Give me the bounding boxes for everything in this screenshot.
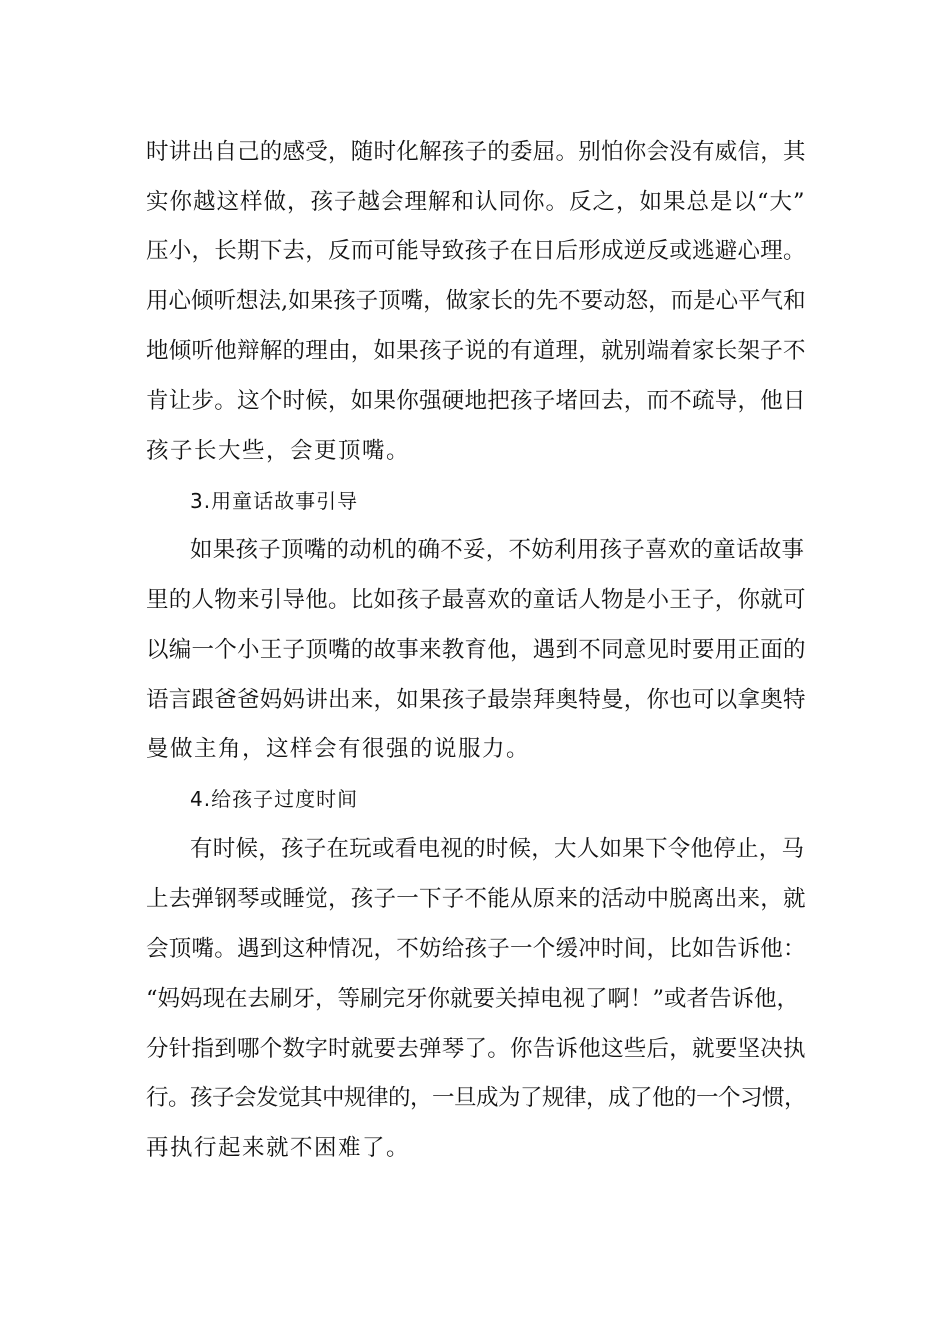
paragraph-line: 压小，长期下去，反而可能导致孩子在日后形成逆反或逃避心理。: [146, 238, 806, 264]
paragraph-line: 孩子长大些，会更顶嘴。: [146, 438, 411, 464]
paragraph-line: 再执行起来就不困难了。: [146, 1135, 411, 1161]
paragraph-line: 语言跟爸爸妈妈讲出来，如果孩子最崇拜奥特曼，你也可以拿奥特: [146, 687, 806, 713]
paragraph-line: 用心倾听想法,如果孩子顶嘴，做家长的先不要动怒，而是心平气和: [146, 288, 806, 314]
paragraph-line: 上去弹钢琴或睡觉，孩子一下子不能从原来的活动中脱离出来，就: [146, 886, 806, 912]
paragraph-line: 实你越这样做，孩子越会理解和认同你。反之，如果总是以“大”: [146, 189, 806, 215]
paragraph-line: 分针指到哪个数字时就要去弹琴了。你告诉他这些后，就要坚决执: [146, 1036, 806, 1062]
paragraph-line: “妈妈现在去刷牙，等刷完牙你就要关掉电视了啊！”或者告诉他，: [146, 986, 800, 1012]
paragraph-line: 有时候，孩子在玩或看电视的时候，大人如果下令他停止，马: [190, 836, 805, 862]
paragraph-line: 会顶嘴。遇到这种情况，不妨给孩子一个缓冲时间，比如告诉他：: [146, 936, 806, 962]
paragraph-line: 如果孩子顶嘴的动机的确不妥，不妨利用孩子喜欢的童话故事: [190, 537, 805, 563]
paragraph-line: 行。孩子会发觉其中规律的，一旦成为了规律，成了他的一个习惯，: [146, 1085, 807, 1111]
paragraph-line: 以编一个小王子顶嘴的故事来教育他，遇到不同意见时要用正面的: [146, 637, 806, 663]
paragraph-line: 里的人物来引导他。比如孩子最喜欢的童话人物是小王子，你就可: [146, 587, 806, 613]
paragraph-line: 曼做主角，这样会有很强的说服力。: [146, 736, 531, 762]
paragraph-line: 时讲出自己的感受，随时化解孩子的委屈。别怕你会没有威信，其: [146, 139, 806, 165]
section-heading: 3.用童话故事引导: [190, 489, 359, 513]
paragraph-line: 地倾听他辩解的理由，如果孩子说的有道理，就别端着家长架子不: [146, 338, 806, 364]
paragraph-line: 肯让步。这个时候，如果你强硬地把孩子堵回去，而不疏导，他日: [146, 388, 806, 414]
section-heading: 4.给孩子过度时间: [190, 787, 359, 811]
